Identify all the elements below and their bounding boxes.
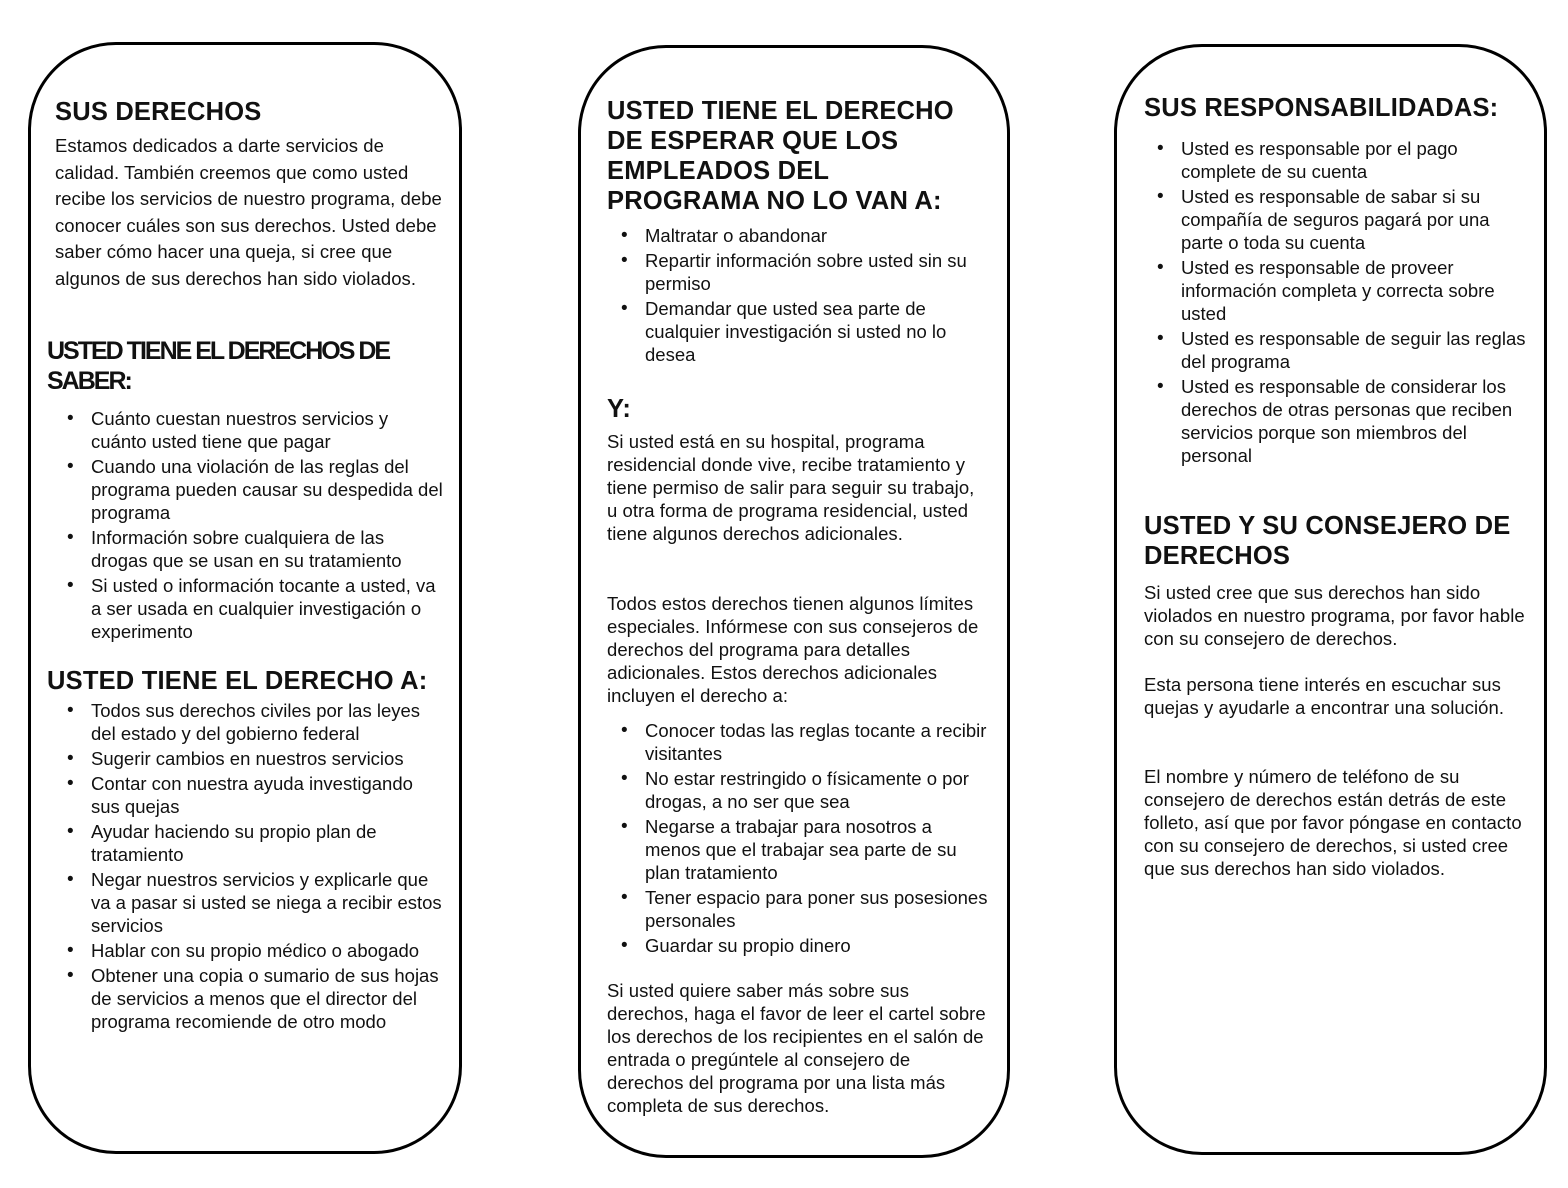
panel-empleados (578, 45, 1010, 1158)
list-item: • Maltratar o abandonar (609, 224, 989, 247)
list-item: • Obtener una copia o sumario de sus hojas de servicios a menos que el director del programa recomiende de otro modo (55, 964, 445, 1033)
list-item: • Conocer todas las reglas tocante a recibir visitantes (609, 719, 989, 765)
list-item: • Negarse a trabajar para nosotros a menos que el trabajar sea parte de su plan tratamiento (609, 815, 989, 884)
derecho-a-list (55, 699, 445, 1035)
y-heading: Y: (607, 395, 632, 423)
list-item: • Contar con nuestra ayuda investigando sus quejas (55, 772, 445, 818)
panel3-para2: Esta persona tiene interés en escuchar sus quejas y ayudarle a encontrar una solución. (1144, 674, 1505, 718)
list-item: • Guardar su propio dinero (609, 934, 989, 957)
list-item: • Usted es responsable por el pago complete de su cuenta (1145, 137, 1530, 183)
list-item: • Demandar que usted sea parte de cualquier investigación si usted no lo desea (609, 297, 989, 366)
panel3-para1: Si usted cree que sus derechos han sido violados en nuestro programa, por favor hable con su consejero de derechos. (1144, 582, 1525, 649)
list-item: • Hablar con su propio médico o abogado (55, 939, 445, 962)
list-item: • Todos sus derechos civiles por las leyes del estado y del gobierno federal (55, 699, 445, 745)
panel3-list (1145, 137, 1530, 469)
list-item: • Usted es responsable de sabar si su compañía de seguros pagará por una parte o toda su cuenta (1145, 185, 1530, 254)
list-item: • Usted es responsable de proveer información completa y correcta sobre usted (1145, 256, 1530, 325)
panel3-heading: SUS RESPONSABILIDADAS: (1144, 94, 1499, 122)
list-item: • Información sobre cualquiera de las drogas que se usan en su tratamiento (55, 526, 445, 572)
panel2-para1: Si usted está en su hospital, programa residencial donde vive, recibe tratamiento y tiene permiso de salir para seguir su trabajo, u otra forma de programa residencial, usted tiene algunos derechos adicionales. (607, 431, 975, 544)
list-item: • Sugerir cambios en nuestros servicios (55, 747, 445, 770)
panel1-title: SUS DERECHOS (55, 98, 262, 126)
list-item: • Cuando una violación de las reglas del programa pueden causar su despedida del programa (55, 455, 445, 524)
list-item: • Usted es responsable de considerar los derechos de otras personas que reciben servicios porque son miembros del personal (1145, 375, 1530, 467)
saber-list (55, 407, 445, 645)
saber-heading: USTED TIENE EL DERECHOS DE SABER: (47, 337, 390, 395)
list-item: • Usted es responsable de seguir las reglas del programa (1145, 327, 1530, 373)
list-item: • Si usted o información tocante a usted, va a ser usada en cualquier investigación o experimento (55, 574, 445, 643)
panel-responsabilidades (1114, 44, 1547, 1155)
panel2-heading: USTED TIENE EL DERECHO DE ESPERAR QUE LOS EMPLEADOS DEL PROGRAMA NO LO VAN A: (607, 97, 954, 215)
list-item: • Tener espacio para poner sus posesiones personales (609, 886, 989, 932)
list-item: • Cuánto cuestan nuestros servicios y cuánto usted tiene que pagar (55, 407, 445, 453)
panel1-intro: Estamos dedicados a darte servicios de calidad. También creemos que como usted recibe los servicios de nuestro programa, debe conocer cuáles son sus derechos. Usted debe saber cómo hacer una queja, si cree que algunos de sus derechos han sido violados. (55, 135, 442, 289)
panel3-para3: El nombre y número de teléfono de su consejero de derechos están detrás de este folleto, así que por favor póngase en contacto con su consejero de derechos, si usted cree que sus derechos han sido violados. (1144, 766, 1522, 879)
consejero-heading: USTED Y SU CONSEJERO DE DERECHOS (1144, 512, 1511, 570)
list-item: • Repartir información sobre usted sin su permiso (609, 249, 989, 295)
panel2-extra-list (609, 719, 989, 959)
panel2-para3: Si usted quiere saber más sobre sus derechos, haga el favor de leer el cartel sobre los derechos de los recipientes en el salón de entrada o pregúntele al consejero de derechos del programa por una lista más completa de sus derechos. (607, 980, 986, 1116)
list-item: • Negar nuestros servicios y explicarle que va a pasar si usted se niega a recibir estos servicios (55, 868, 445, 937)
panel-sus-derechos (28, 42, 462, 1154)
list-item: • Ayudar haciendo su propio plan de tratamiento (55, 820, 445, 866)
panel2-para2: Todos estos derechos tienen algunos límites especiales. Infórmese con sus consejeros de derechos del programa para detalles adicionales. Estos derechos adicionales incluyen el derecho a: (607, 593, 979, 706)
derecho-a-heading: USTED TIENE EL DERECHO A: (47, 667, 428, 695)
panel2-list (609, 224, 989, 368)
list-item: • No estar restringido o físicamente o por drogas, a no ser que sea (609, 767, 989, 813)
